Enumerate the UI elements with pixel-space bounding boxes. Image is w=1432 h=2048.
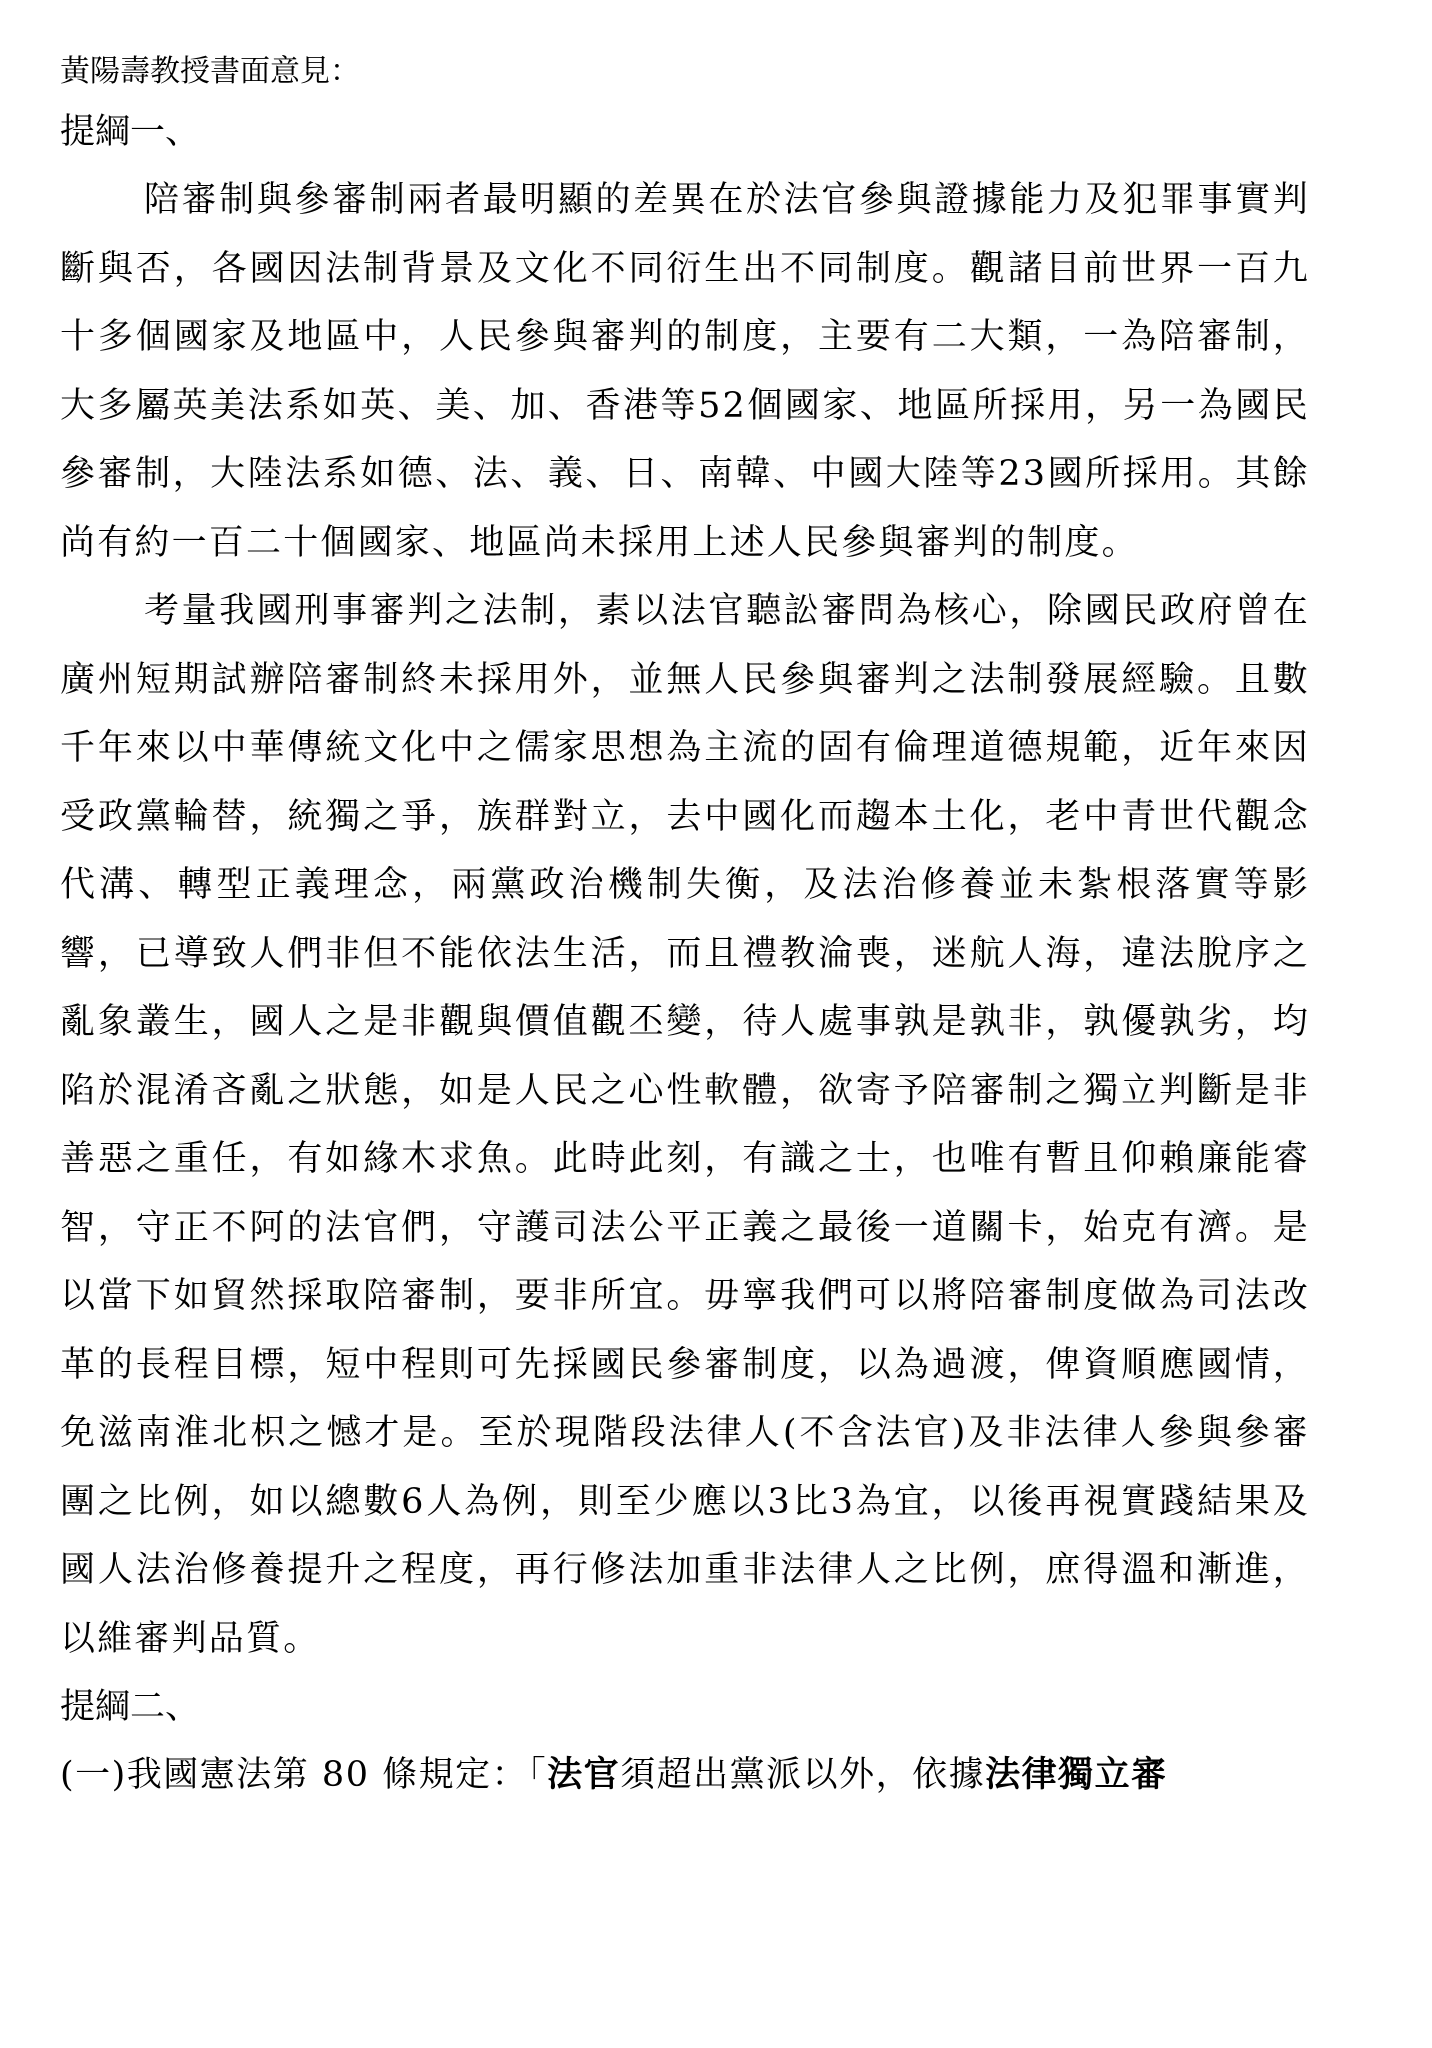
outline-two-item-one [60, 1741, 1310, 1809]
item-one-prefix: (一)我國憲法第 80 條規定：「 [60, 1755, 548, 1795]
outline-one-heading: 提綱一、 [60, 112, 201, 152]
item-one-middle: 須超出黨派以外，依據 [620, 1755, 986, 1795]
document-page [60, 50, 1310, 1809]
paragraph-jury-vs-lay-judge: 陪審制與參審制兩者最明顯的差異在於法官參與證據能力及犯罪事實判斷與否，各國因法制背景及文化不同衍生出不同制度。觀諸目前世界一百九十多個國家及地區中，人民參與審判的制度，主要有二大類，一為陪審制，大多屬英美法系如英、美、加、香港等52個國家、地區所採用，另一為國民參審制，大陸法系如德、法、義、日、南韓、中國大陸等23國所採用。其餘尚有約一百二十個國家、地區尚未採用上述人民參與審判的制度。 [60, 180, 1310, 563]
item-one-bold-judge: 法官 [547, 1754, 621, 1795]
item-one-bold-law: 法律獨立審 [985, 1754, 1168, 1795]
paragraph-considerations: 考量我國刑事審判之法制，素以法官聽訟審問為核心，除國民政府曾在廣州短期試辦陪審制終未採用外，並無人民參與審判之法制發展經驗。且數千年來以中華傳統文化中之儒家思想為主流的固有倫理道德規範，近年來因受政黨輪替，統獨之爭，族群對立，去中國化而趨本土化，老中青世代觀念代溝、轉型正義理念，兩黨政治機制失衡，及法治修養並未紮根落實等影響，已導致人們非但不能依法生活，而且禮教淪喪，迷航人海，違法脫序之亂象叢生，國人之是非觀與價值觀丕變，待人處事孰是孰非，孰優孰劣，均陷於混淆吝亂之狀態，如是人民之心性軟體，欲寄予陪審制之獨立判斷是非善惡之重任，有如緣木求魚。此時此刻，有識之士，也唯有暫且仰賴廉能睿智，守正不阿的法官們，守護司法公平正義之最後一道關卡，始克有濟。是以當下如貿然採取陪審制，要非所宜。毋寧我們可以將陪審制度做為司法改革的長程目標，短中程則可先採國民參審制度，以為過渡，俾資順應國情，免滋南淮北枳之憾才是。至於現階段法律人(不含法官)及非法律人參與參審團之比例，如以總數6人為例，則至少應以3比3為宜，以後再視實踐結果及國人法治修養提升之程度，再行修法加重非法律人之比例，庶得溫和漸進，以維審判品質。 [60, 591, 1310, 1659]
outline-two-heading: 提綱二、 [60, 1687, 201, 1727]
document-header: 黃陽壽教授書面意見： [60, 55, 360, 88]
